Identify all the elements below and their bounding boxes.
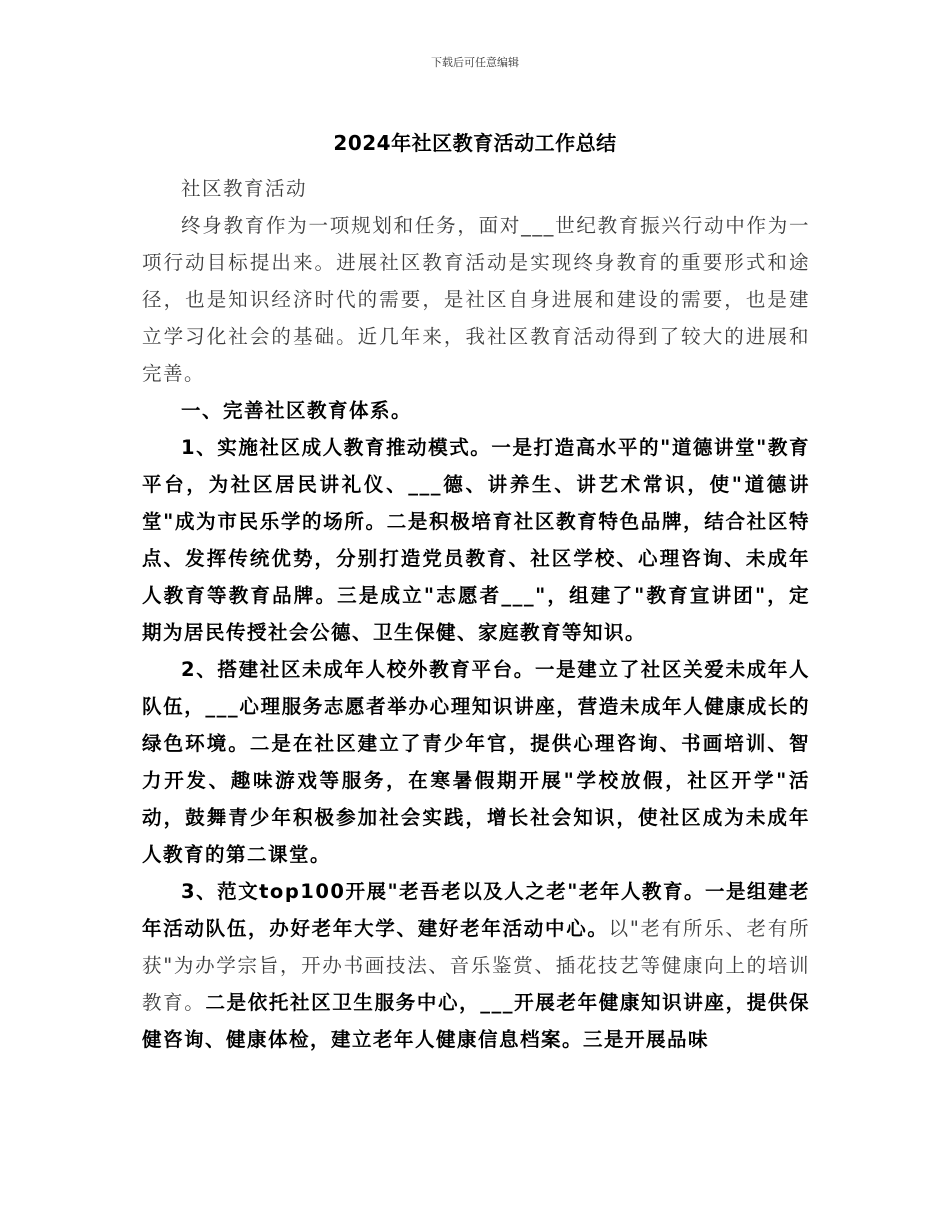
paragraph-item-1: 1、实施社区成人教育推动模式。一是打造高水平的"道德讲堂"教育平台，为社区居民讲礼仪、___德、讲养生、讲艺术常识，使"道德讲堂"成为市民乐学的场所。二是积极培育社区教育特色品牌，结合社区特点、发挥传统优势，分别打造党员教育、社区学校、心理咨询、未成年人教育等教育品牌。三是成立"志愿者___"，组建了"教育宣讲团"，定期为居民传授社会公德、卫生保健、家庭教育等知识。 bbox=[142, 436, 810, 644]
paragraph-item-3-middle: 以"老有所乐、老有所获"为办学宗旨，开办书画技法、音乐鉴赏、插花技艺等健康向上的培训教育。 bbox=[142, 917, 810, 1014]
section-heading: 一、完善社区教育体系。 bbox=[181, 399, 413, 422]
paragraph-item-3 bbox=[142, 873, 810, 1058]
paragraph-item-3-lead: 3、范文top100开展"老吾老以及人之老"老年人教育。一是组建老年活动队伍，办好老年大学、建好老年活动中心。 bbox=[142, 880, 810, 940]
section-label: 社区教育活动 bbox=[181, 177, 308, 200]
paragraph-item-3-tail: 二是依托社区卫生服务中心，___开展老年健康知识讲座，提供保健咨询、健康体检，建立老年人健康信息档案。三是开展品味 bbox=[142, 991, 810, 1051]
document-title: 2024年社区教育活动工作总结 bbox=[333, 131, 617, 155]
intro-paragraph: 终身教育作为一项规划和任务，面对___世纪教育振兴行动中作为一项行动目标提出来。进展社区教育活动是实现终身教育的重要形式和途径，也是知识经济时代的需要，是社区自身进展和建设的需要，也是建立学习化社会的基础。近几年来，我社区教育活动得到了较大的进展和完善。 bbox=[142, 214, 810, 385]
page-header: 下载后可任意编辑 bbox=[431, 56, 519, 69]
document-body bbox=[142, 170, 810, 1058]
paragraph-item-2: 2、搭建社区未成年人校外教育平台。一是建立了社区关爱未成年人队伍，___心理服务志愿者举办心理知识讲座，营造未成年人健康成长的绿色环境。二是在社区建立了青少年官，提供心理咨询、书画培训、智力开发、趣味游戏等服务，在寒暑假期开展"学校放假，社区开学"活动，鼓舞青少年积极参加社会实践，增长社会知识，使社区成为未成年人教育的第二课堂。 bbox=[142, 658, 810, 866]
